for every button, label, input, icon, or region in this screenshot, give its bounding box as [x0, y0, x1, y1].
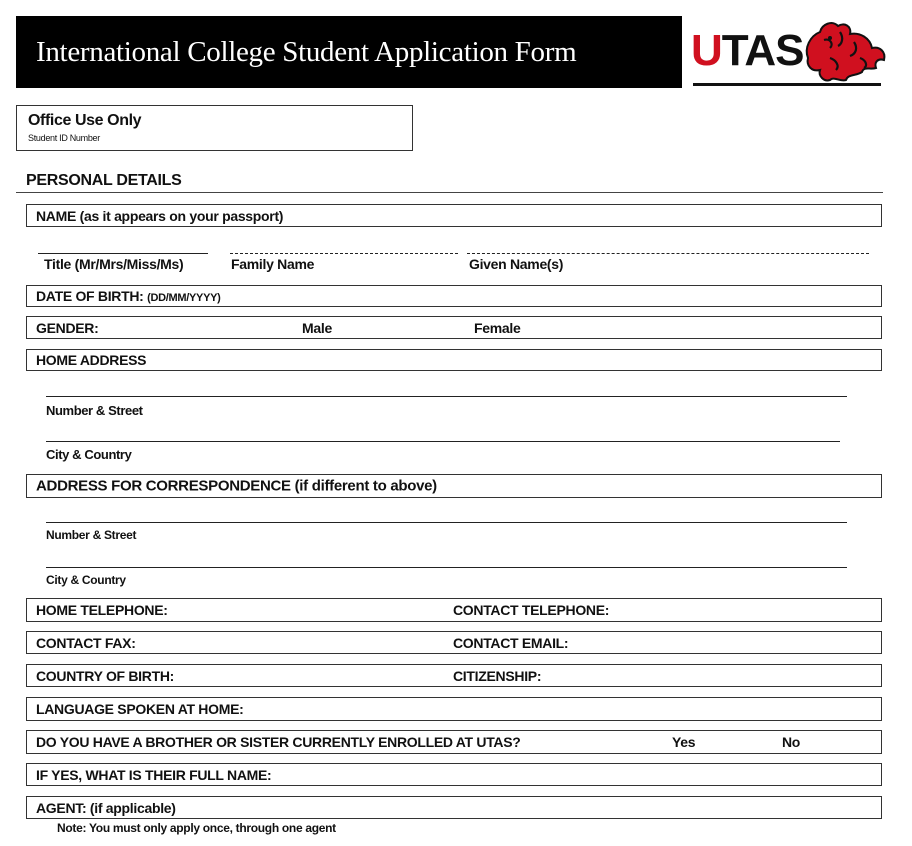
- citizenship-label: CITIZENSHIP:: [453, 667, 542, 684]
- gender-male-option[interactable]: Male: [302, 319, 332, 336]
- sibling-yes-option[interactable]: Yes: [672, 734, 696, 750]
- sibling-no-option[interactable]: No: [782, 734, 801, 750]
- correspondence-address-field[interactable]: [26, 474, 882, 498]
- gender-label: GENDER:: [36, 319, 99, 336]
- sibling-name-label: IF YES, WHAT IS THEIR FULL NAME:: [36, 766, 272, 783]
- logo-letters: TAS: [721, 26, 804, 75]
- lion-icon: [800, 18, 888, 84]
- sibling-question-label: DO YOU HAVE A BROTHER OR SISTER CURRENTLY ENROLLED AT UTAS?: [36, 734, 521, 750]
- corr-street-label: Number & Street: [46, 528, 137, 542]
- name-field[interactable]: [26, 204, 882, 227]
- contact-fax-label: CONTACT FAX:: [36, 634, 136, 651]
- sibling-enrolled-row[interactable]: [26, 730, 882, 754]
- logo-letter-u: U: [691, 26, 722, 75]
- home-city-line[interactable]: [46, 441, 840, 442]
- contact-telephone-label: CONTACT TELEPHONE:: [453, 602, 610, 618]
- title-line[interactable]: [38, 253, 208, 254]
- agent-field[interactable]: [26, 796, 882, 819]
- fax-email-row[interactable]: [26, 631, 882, 654]
- family-name-label: Family Name: [231, 256, 315, 272]
- correspondence-label: ADDRESS FOR CORRESPONDENCE (if different to above): [36, 477, 437, 495]
- language-field[interactable]: [26, 697, 882, 721]
- corr-city-label: City & Country: [46, 573, 126, 587]
- contact-email-label: CONTACT EMAIL:: [453, 634, 569, 651]
- corr-street-line[interactable]: [46, 522, 847, 523]
- given-name-line[interactable]: [467, 253, 869, 254]
- utas-logo: [691, 26, 804, 76]
- personal-details-heading: PERSONAL DETAILS: [26, 172, 182, 189]
- given-name-label: Given Name(s): [469, 256, 564, 272]
- family-name-line[interactable]: [230, 253, 458, 254]
- student-id-label: Student ID Number: [28, 133, 100, 143]
- home-address-field[interactable]: [26, 349, 882, 371]
- home-address-label: HOME ADDRESS: [36, 352, 147, 368]
- language-label: LANGUAGE SPOKEN AT HOME:: [36, 701, 244, 717]
- sibling-name-field[interactable]: [26, 763, 882, 786]
- gender-female-option[interactable]: Female: [474, 319, 521, 336]
- date-of-birth-field[interactable]: [26, 285, 882, 307]
- country-of-birth-label: COUNTRY OF BIRTH:: [36, 667, 175, 684]
- home-city-label: City & Country: [46, 447, 132, 462]
- home-telephone-label: HOME TELEPHONE:: [36, 602, 168, 618]
- section-divider: [16, 192, 883, 193]
- corr-city-line[interactable]: [46, 567, 847, 568]
- office-use-title: Office Use Only: [28, 112, 142, 129]
- agent-label: AGENT: (if applicable): [36, 799, 176, 816]
- dob-label: DATE OF BIRTH:: [36, 288, 144, 304]
- home-street-label: Number & Street: [46, 403, 143, 418]
- dob-format: (DD/MM/YYYY): [147, 292, 221, 304]
- home-street-line[interactable]: [46, 396, 847, 397]
- form-title: International College Student Application Form: [16, 16, 682, 88]
- name-label: NAME (as it appears on your passport): [36, 207, 284, 224]
- agent-note: Note: You must only apply once, through one agent: [57, 821, 336, 835]
- gender-field[interactable]: [26, 316, 882, 339]
- title-label: Title (Mr/Mrs/Miss/Ms): [44, 256, 184, 272]
- birth-citizenship-row[interactable]: [26, 664, 882, 687]
- telephone-row[interactable]: [26, 598, 882, 622]
- dob-label-group: [36, 288, 221, 304]
